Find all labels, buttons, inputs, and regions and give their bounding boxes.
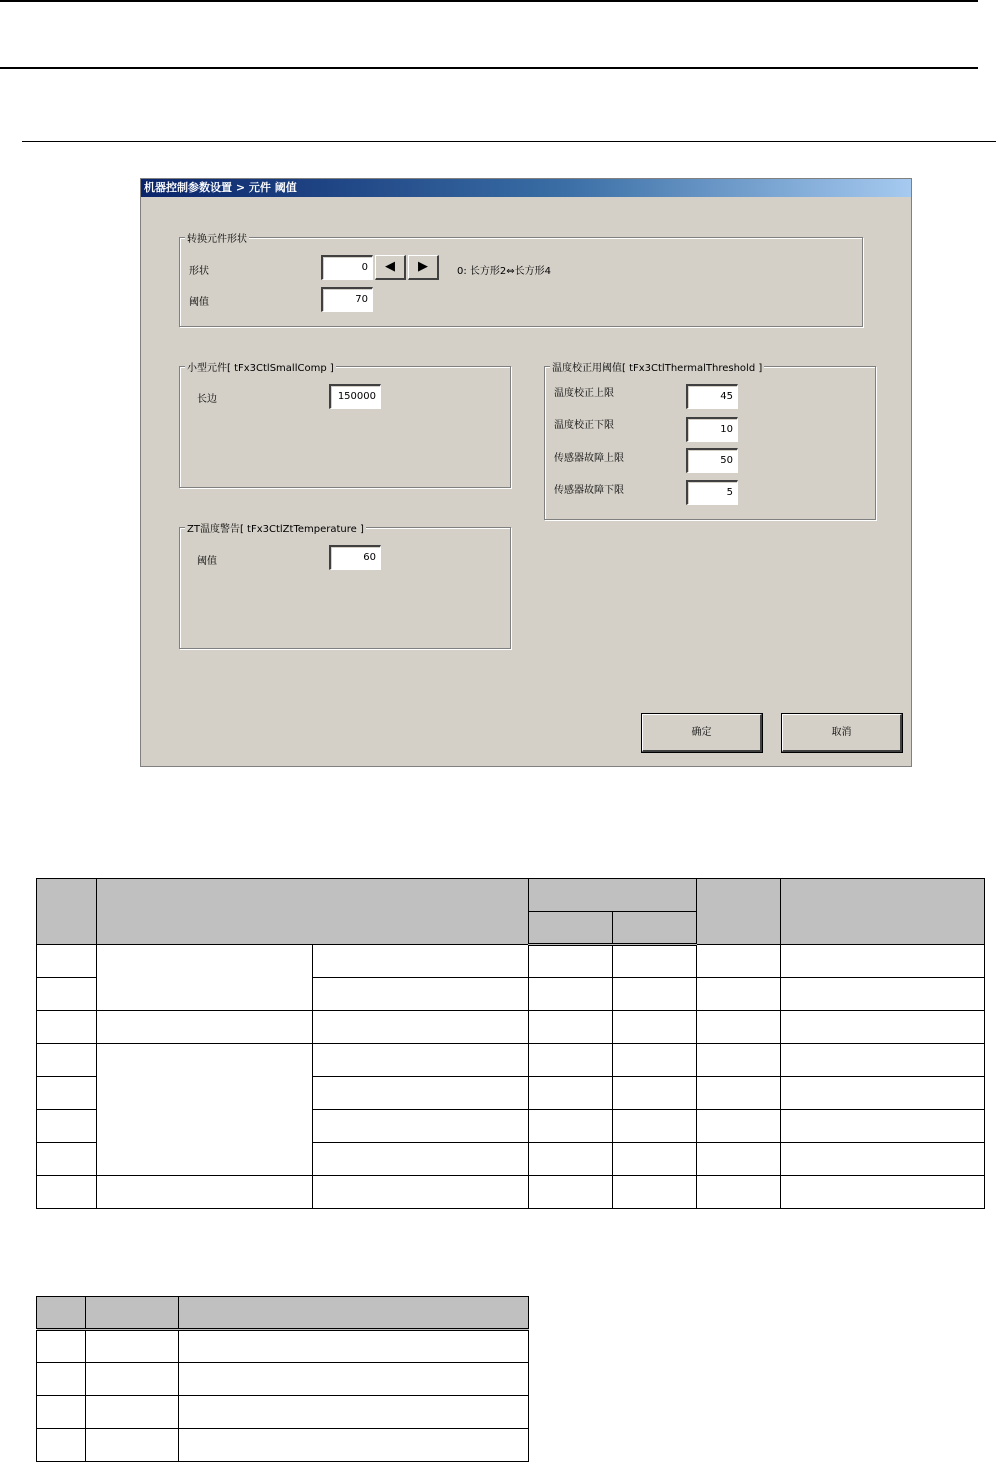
header-cell [781, 879, 985, 945]
table-row [37, 1396, 529, 1429]
table-row [37, 1429, 529, 1462]
table-row [37, 1330, 529, 1363]
shape-label: 形状 [189, 266, 209, 277]
shape-hint: 0: 长方形2⇔长方形4 [457, 266, 552, 277]
long-side-label: 长边 [197, 394, 217, 405]
table-row [37, 1011, 985, 1044]
table-row [37, 1044, 985, 1077]
thermal-upper-label: 温度校正上限 [554, 388, 614, 399]
thermal-lower-label: 温度校正下限 [554, 420, 614, 431]
triangle-left-icon: ◀ [385, 259, 395, 274]
table-header-row [37, 879, 985, 912]
cancel-button[interactable]: 取消 [782, 714, 902, 752]
code-table [36, 1296, 529, 1462]
triangle-right-icon: ▶ [418, 259, 428, 274]
sensor-upper-input[interactable]: 50 [686, 448, 738, 473]
header-cell [613, 912, 697, 945]
zt-threshold-label: 阈值 [197, 556, 217, 567]
table-header-row [37, 1297, 529, 1330]
thermal-upper-input[interactable]: 45 [686, 384, 738, 409]
zt-group-title: ZT温度警告[ tFx3CtlZtTemperature ] [185, 520, 366, 535]
parameter-table [36, 878, 985, 1209]
sensor-lower-label: 传感器故障下限 [554, 485, 624, 496]
ok-button[interactable]: 确定 [642, 714, 762, 752]
section-rule [22, 141, 996, 142]
shape-increment-button[interactable] [408, 255, 439, 280]
long-side-input[interactable]: 150000 [329, 384, 381, 409]
small-group-title: 小型元件[ tFx3CtlSmallComp ] [185, 359, 336, 374]
header-cell [529, 879, 697, 912]
header-cell [529, 912, 613, 945]
header-rule [0, 67, 978, 69]
table-row [37, 945, 985, 978]
shape-input[interactable]: 0 [321, 255, 373, 280]
shape-group-title: 转换元件形状 [185, 230, 249, 245]
header-cell [97, 879, 529, 945]
shape-group [179, 234, 863, 327]
sensor-upper-label: 传感器故障上限 [554, 453, 624, 464]
shape-threshold-label: 阈值 [189, 297, 209, 308]
dialog-title: 机器控制参数设置 > 元件 阈值 [141, 179, 911, 197]
top-rule [0, 0, 978, 2]
sensor-lower-input[interactable]: 5 [686, 480, 738, 505]
threshold-dialog [140, 178, 912, 767]
shape-threshold-input[interactable]: 70 [321, 287, 373, 312]
header-cell [697, 879, 781, 945]
thermal-lower-input[interactable]: 10 [686, 417, 738, 442]
table-row [37, 1176, 985, 1209]
zt-threshold-input[interactable]: 60 [329, 545, 381, 570]
header-cell [37, 879, 97, 945]
thermal-group-title: 温度校正用阈值[ tFx3CtlThermalThreshold ] [550, 359, 764, 374]
shape-decrement-button[interactable] [375, 255, 406, 280]
table-row [37, 1363, 529, 1396]
